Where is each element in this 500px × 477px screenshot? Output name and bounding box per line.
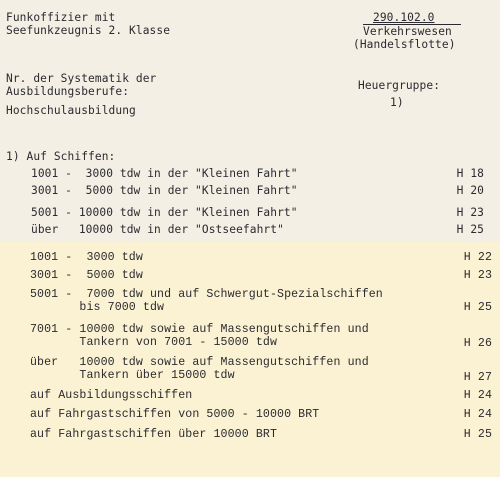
section2-row-text: 1001 - 3000 tdw	[30, 251, 143, 264]
section2-row-text-cont: Tankern von 7001 - 15000 tdw	[30, 336, 278, 349]
heuergruppe-value: 1)	[390, 96, 404, 109]
section2-row-text-cont: bis 7000 tdw	[30, 301, 165, 314]
section2-row-text: auf Ausbildungsschiffen	[30, 389, 193, 402]
section2-row-text-cont: Tankern über 15000 tdw	[30, 369, 235, 382]
section2-row-group: H 22	[463, 251, 492, 264]
section2-row-text: über 10000 tdw sowie auf Massengutschiffen und	[30, 356, 369, 369]
section2-row-text: 5001 - 7000 tdw und auf Schwergut-Spezialschiffen	[30, 288, 383, 301]
section2-row-group: H 25	[463, 301, 492, 314]
job-title-line2: Seefunkzeugnis 2. Klasse	[6, 24, 171, 37]
section2-row-group: H 23	[463, 269, 492, 282]
section1-row-group: H 20	[456, 184, 484, 197]
systematik-label-line1: Nr. der Systematik der	[6, 72, 157, 85]
section2-row-text: auf Fahrgastschiffen von 5000 - 10000 BRT	[30, 408, 320, 421]
section1-row-group: H 23	[456, 206, 484, 219]
hochschul-text: Hochschulausbildung	[6, 104, 136, 117]
systematik-label-line2: Ausbildungsberufe:	[6, 85, 130, 98]
section2-row-group: H 24	[463, 389, 492, 402]
section2-row-group: H 24	[463, 408, 492, 421]
section1-row-group: H 25	[456, 223, 484, 236]
sector-line1: Verkehrswesen	[363, 24, 461, 38]
section1-row-text: über 10000 tdw in der "Ostseefahrt"	[31, 223, 284, 236]
job-title-line1: Funkoffizier mit	[6, 11, 116, 24]
section1-row-group: H 18	[456, 167, 484, 180]
section2-row-text: auf Fahrgastschiffen über 10000 BRT	[30, 428, 278, 441]
job-code: 290.102.0	[373, 11, 435, 24]
section1-row-text: 5001 - 10000 tdw in der "Kleinen Fahrt"	[31, 206, 298, 219]
section2-row-group: H 27	[463, 371, 492, 384]
section1-row-text: 3001 - 5000 tdw in der "Kleinen Fahrt"	[31, 184, 298, 197]
section2-row-group: H 25	[463, 428, 492, 441]
section2-row-text: 7001 - 10000 tdw sowie auf Massengutschiffen und	[30, 323, 369, 336]
sector-line2: (Handelsflotte)	[353, 38, 456, 51]
section2-row-group: H 26	[463, 337, 492, 350]
section1-row-text: 1001 - 3000 tdw in der "Kleinen Fahrt"	[31, 167, 298, 180]
heuergruppe-label: Heuergruppe:	[358, 79, 441, 92]
section2-row-text: 3001 - 5000 tdw	[30, 269, 143, 282]
section1-heading: 1) Auf Schiffen:	[6, 150, 116, 163]
